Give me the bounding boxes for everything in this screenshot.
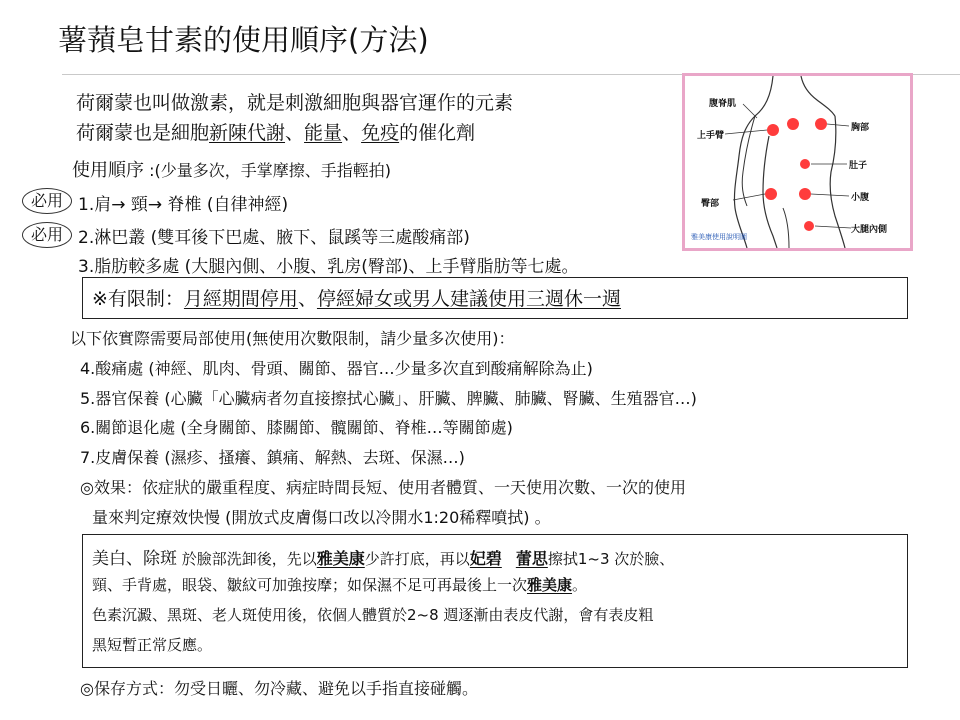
whitening-text: 少許打底，再以 bbox=[364, 550, 470, 568]
point-chest-left bbox=[787, 118, 799, 130]
restriction-cycle: 三週休一週 bbox=[525, 288, 621, 310]
whitening-heading: 美白、除斑 bbox=[92, 549, 177, 569]
point-abdomen bbox=[799, 188, 811, 200]
label-inner-thigh: 大腿內側 bbox=[851, 225, 888, 235]
must-use-badge: 必用 bbox=[22, 188, 72, 214]
usage-step-2: 2.淋巴叢 (雙耳後下巴處、腋下、鼠蹊等三處酸痛部) bbox=[78, 228, 470, 248]
usage-step-1: 1.肩→ 頸→ 脊椎 (自律神經) bbox=[78, 195, 289, 215]
restriction-prefix: ※有限制： bbox=[92, 288, 184, 310]
restriction-sep: 、 bbox=[297, 288, 317, 310]
intro-energy: 能量 bbox=[304, 122, 343, 144]
label-back: 腹脊肌 bbox=[709, 99, 737, 109]
partial-item-5: 5.器官保養 (心臟「心臟病者勿直接擦拭心臟」、肝臟、脾臟、肺臟、腎臟、生殖器官…) bbox=[80, 389, 697, 408]
point-chest-right bbox=[815, 118, 827, 130]
label-upper-arm: 上手臂 bbox=[697, 131, 725, 141]
whitening-text: 於臉部洗卸後，先以 bbox=[177, 550, 317, 568]
label-lower-abdomen: 小腹 bbox=[851, 193, 870, 203]
body-diagram bbox=[682, 73, 913, 251]
whitening-text: 。 bbox=[572, 576, 588, 594]
intro-sep: 、 bbox=[342, 122, 362, 144]
point-inner-thigh bbox=[804, 221, 814, 231]
intro-sep: 、 bbox=[285, 122, 305, 144]
usage-heading-text: 使用順序 bbox=[72, 160, 144, 181]
usage-heading-note: :(少量多次，手掌摩擦、手指輕拍) bbox=[149, 161, 391, 180]
label-chest: 胸部 bbox=[851, 123, 870, 133]
brand-yameikang: 雅美康 bbox=[316, 549, 365, 568]
partial-intro: 以下依實際需要局部使用(無使用次數限制，請少量多次使用)： bbox=[70, 329, 515, 348]
whitening-line-2 bbox=[92, 574, 587, 595]
figure-watermark: 雅美康使用說明圖 bbox=[691, 233, 747, 241]
restriction-menopause: 停經婦女或男人建議使用 bbox=[316, 288, 526, 310]
whitening-line-4: 黑短暫正常反應。 bbox=[92, 636, 213, 654]
partial-item-4: 4.酸痛處 (神經、肌肉、骨頭、關節、器官…少量多次直到酸痛解除為止) bbox=[80, 359, 593, 378]
whitening-text: 擦拭1~3 次於臉、 bbox=[547, 550, 675, 568]
storage-note: ◎保存方式：勿受日曬、勿冷藏、避免以手指直接碰觸。 bbox=[80, 679, 478, 698]
restriction-menstruation: 月經期間停用 bbox=[183, 288, 298, 310]
usage-step-3: 3.脂肪較多處 (大腿內側、小腹、乳房(臀部)、上手臂脂肪等七處。 bbox=[78, 257, 579, 277]
must-use-badge: 必用 bbox=[22, 222, 72, 248]
usage-heading bbox=[72, 156, 391, 182]
whitening-line-1 bbox=[92, 544, 674, 569]
intro-text: 的催化劑 bbox=[399, 122, 476, 144]
effect-line-2: 量來判定療效快慢 (開放式皮膚傷口改以冷開水1:20稀釋噴拭) 。 bbox=[92, 508, 551, 527]
label-belly: 肚子 bbox=[849, 161, 868, 171]
brand-feibi: 妃碧 bbox=[469, 549, 502, 568]
intro-text: 荷爾蒙也是細胞 bbox=[76, 122, 210, 144]
point-upper-arm bbox=[767, 124, 779, 136]
partial-item-7: 7.皮膚保養 (濕疹、搔癢、鎮痛、解熱、去斑、保濕…) bbox=[80, 448, 465, 467]
brand-yameikang: 雅美康 bbox=[527, 576, 573, 594]
label-hip: 臀部 bbox=[701, 199, 720, 209]
point-hip bbox=[765, 188, 777, 200]
restriction-text bbox=[92, 284, 621, 311]
partial-item-6: 6.關節退化處 (全身關節、膝關節、髖關節、脊椎…等關節處) bbox=[80, 418, 513, 437]
intro-metabolism: 新陳代謝 bbox=[209, 122, 286, 144]
brand-leisi: 蕾思 bbox=[515, 549, 548, 568]
intro-line-1: 荷爾蒙也叫做激素，就是刺激細胞與器官運作的元素 bbox=[76, 92, 514, 114]
page-title: 薯蕷皂甘素的使用順序(方法) bbox=[58, 23, 429, 57]
intro-line-2 bbox=[76, 118, 475, 145]
effect-line-1: ◎效果：依症狀的嚴重程度、病症時間長短、使用者體質、一天使用次數、一次的使用 bbox=[80, 478, 686, 497]
intro-immunity: 免疫 bbox=[361, 122, 400, 144]
whitening-line-3: 色素沉澱、黑斑、老人斑使用後，依個人體質於2~8 週逐漸由表皮代謝，會有表皮粗 bbox=[92, 606, 654, 624]
whitening-text: 頸、手背處，眼袋、皺紋可加強按摩；如保濕不足可再最後上一次 bbox=[92, 576, 528, 594]
point-belly bbox=[800, 159, 810, 169]
